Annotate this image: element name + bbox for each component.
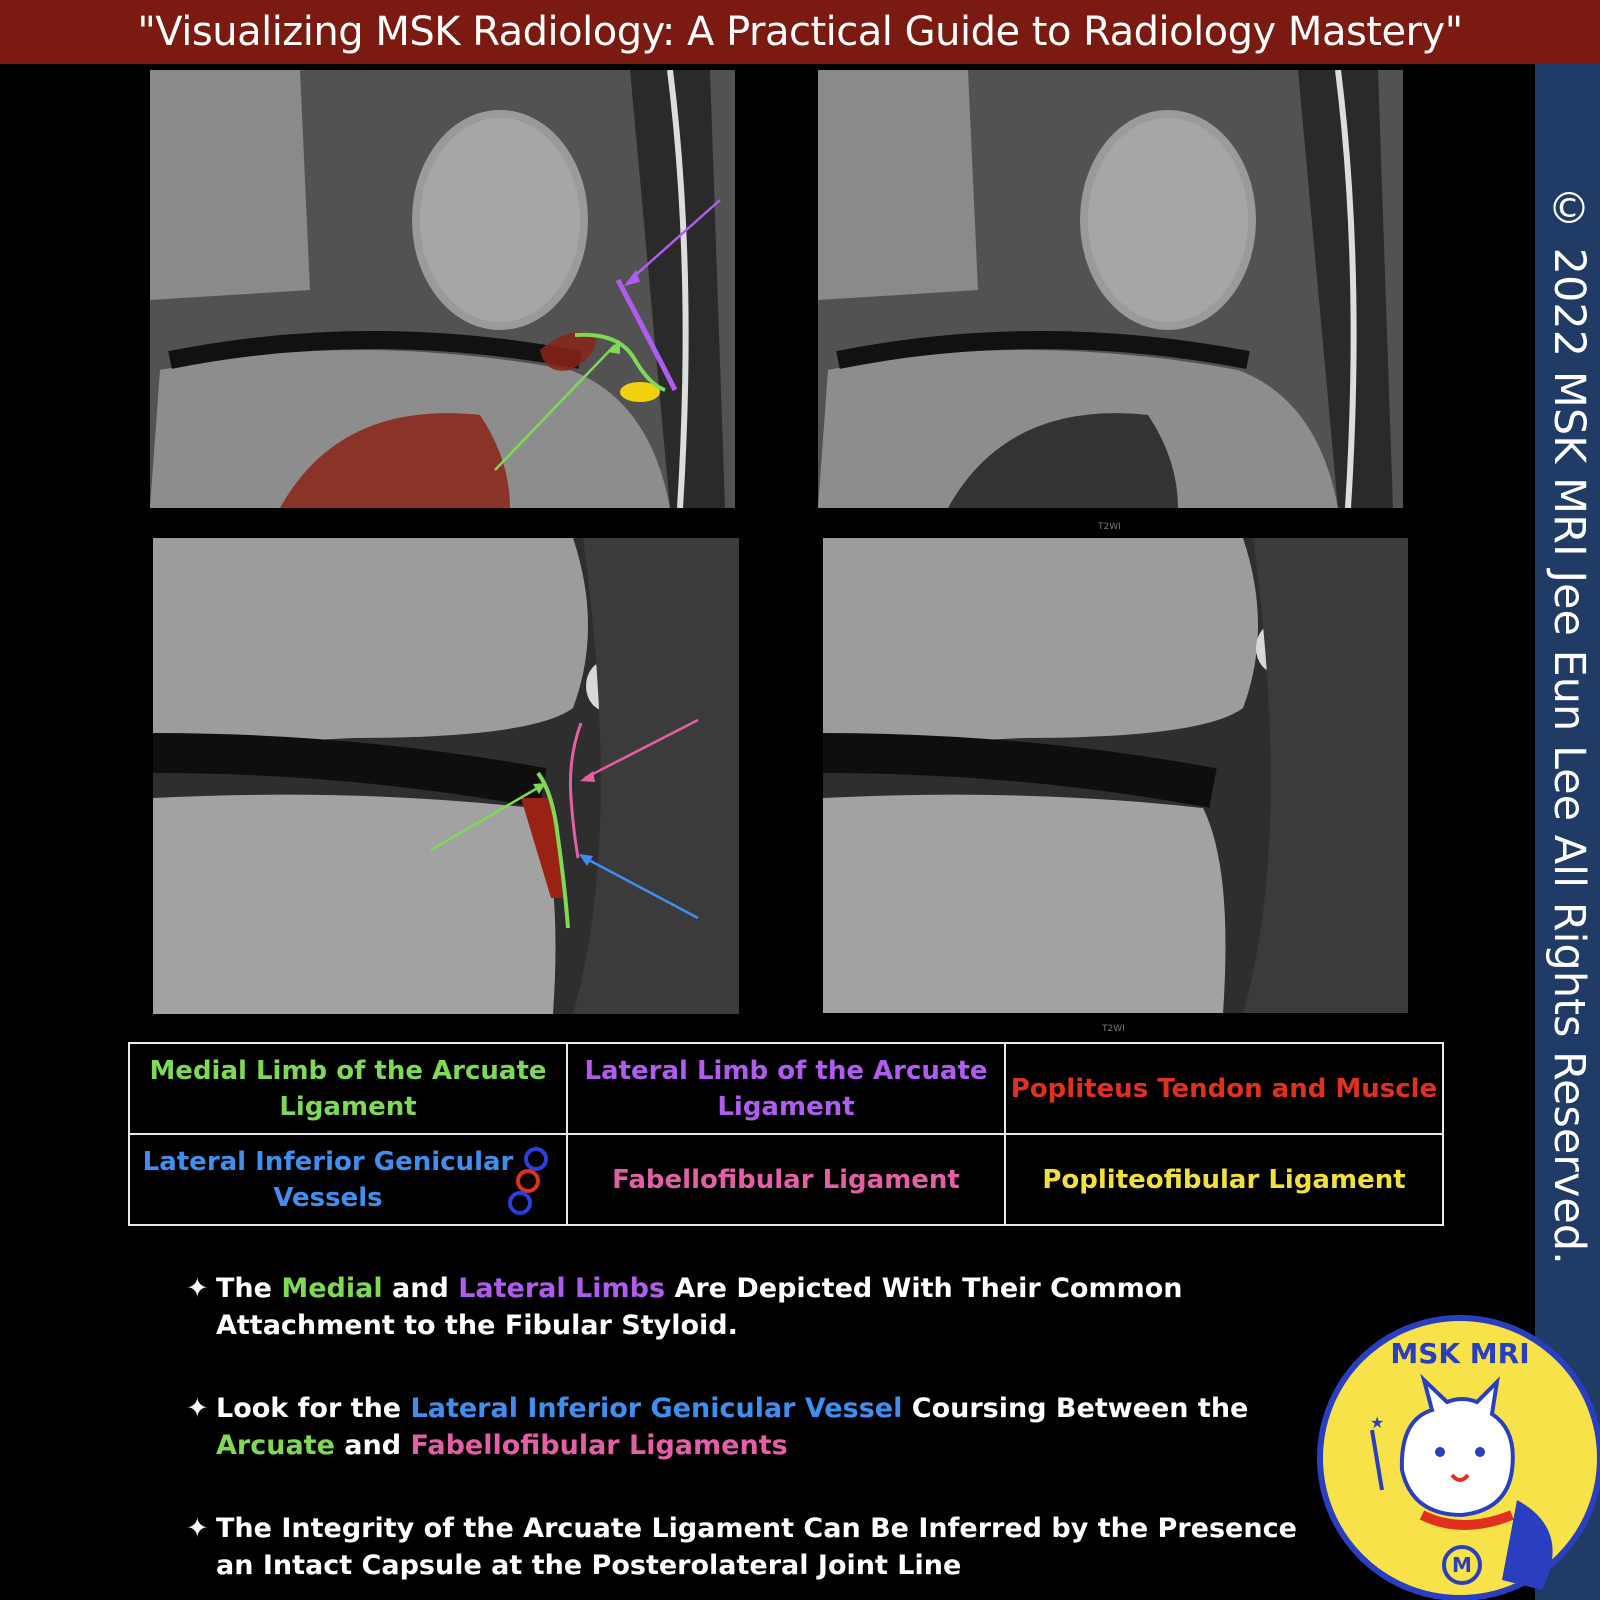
note-3 — [186, 1510, 1326, 1584]
note-highlight-fabellofibular: Fabellofibular Ligaments — [410, 1430, 788, 1461]
note-line2 — [216, 1427, 1326, 1464]
legend-table — [128, 1042, 1444, 1226]
wand-star-icon: ★ — [1370, 1413, 1385, 1432]
note-2 — [186, 1390, 1326, 1464]
note-text: The Integrity of the Arcuate Ligament Can Be Inferred by the Presence — [216, 1513, 1297, 1544]
copyright-text: © 2022 MSK MRI Jee Eun Lee All Rights Reserved. — [1544, 184, 1594, 1265]
note-text: The — [216, 1273, 272, 1304]
legend-fabellofibular: Fabellofibular Ligament — [567, 1134, 1005, 1225]
note-text: and — [344, 1430, 402, 1461]
sequence-label-top: T2WI — [1098, 522, 1121, 532]
note-text: and — [392, 1273, 449, 1304]
legend-medial-limb: Medial Limb of the Arcuate Ligament — [129, 1043, 567, 1134]
legend-vessels-cell — [129, 1134, 567, 1225]
mri-bottom-left-annotated — [153, 538, 739, 1014]
notes-list — [186, 1270, 1326, 1600]
legend-lateral-limb: Lateral Limb of the Arcuate Ligament — [567, 1043, 1005, 1134]
note-text: Coursing Between the — [911, 1393, 1249, 1424]
note-text: Are Depicted With Their Common — [674, 1273, 1183, 1304]
star-icon: ✦ — [186, 1273, 209, 1304]
logo-badge: M — [1452, 1553, 1472, 1577]
note-highlight-arcuate: Arcuate — [216, 1430, 335, 1461]
legend-popliteofibular: Popliteofibular Ligament — [1005, 1134, 1443, 1225]
note-text: Look for the — [216, 1393, 402, 1424]
star-icon: ✦ — [186, 1393, 209, 1424]
sequence-label-bottom: T2WI — [1102, 1024, 1125, 1034]
note-highlight-vessel: Lateral Inferior Genicular Vessel — [410, 1393, 903, 1424]
mri-bottom-right — [823, 538, 1408, 1013]
note-highlight-lateral: Lateral Limbs — [458, 1273, 666, 1304]
note-1 — [186, 1270, 1326, 1344]
legend-vessels: Lateral Inferior Genicular Vessels — [142, 1146, 514, 1213]
note-highlight-medial: Medial — [281, 1273, 383, 1304]
star-icon: ✦ — [186, 1513, 209, 1544]
vessel-circles-icon — [506, 1145, 550, 1217]
title-bar — [0, 0, 1600, 64]
mri-top-left-annotated — [150, 70, 735, 508]
note-text: an Intact Capsule at the Posterolateral Joint Line — [216, 1550, 962, 1581]
mri-top-right — [818, 70, 1403, 508]
note-text: Attachment to the Fibular Styloid. — [216, 1310, 738, 1341]
logo-text: MSK MRI — [1390, 1337, 1530, 1370]
legend-popliteus: Popliteus Tendon and Muscle — [1005, 1043, 1443, 1134]
page-title: "Visualizing MSK Radiology: A Practical Guide to Radiology Mastery" — [137, 9, 1463, 55]
